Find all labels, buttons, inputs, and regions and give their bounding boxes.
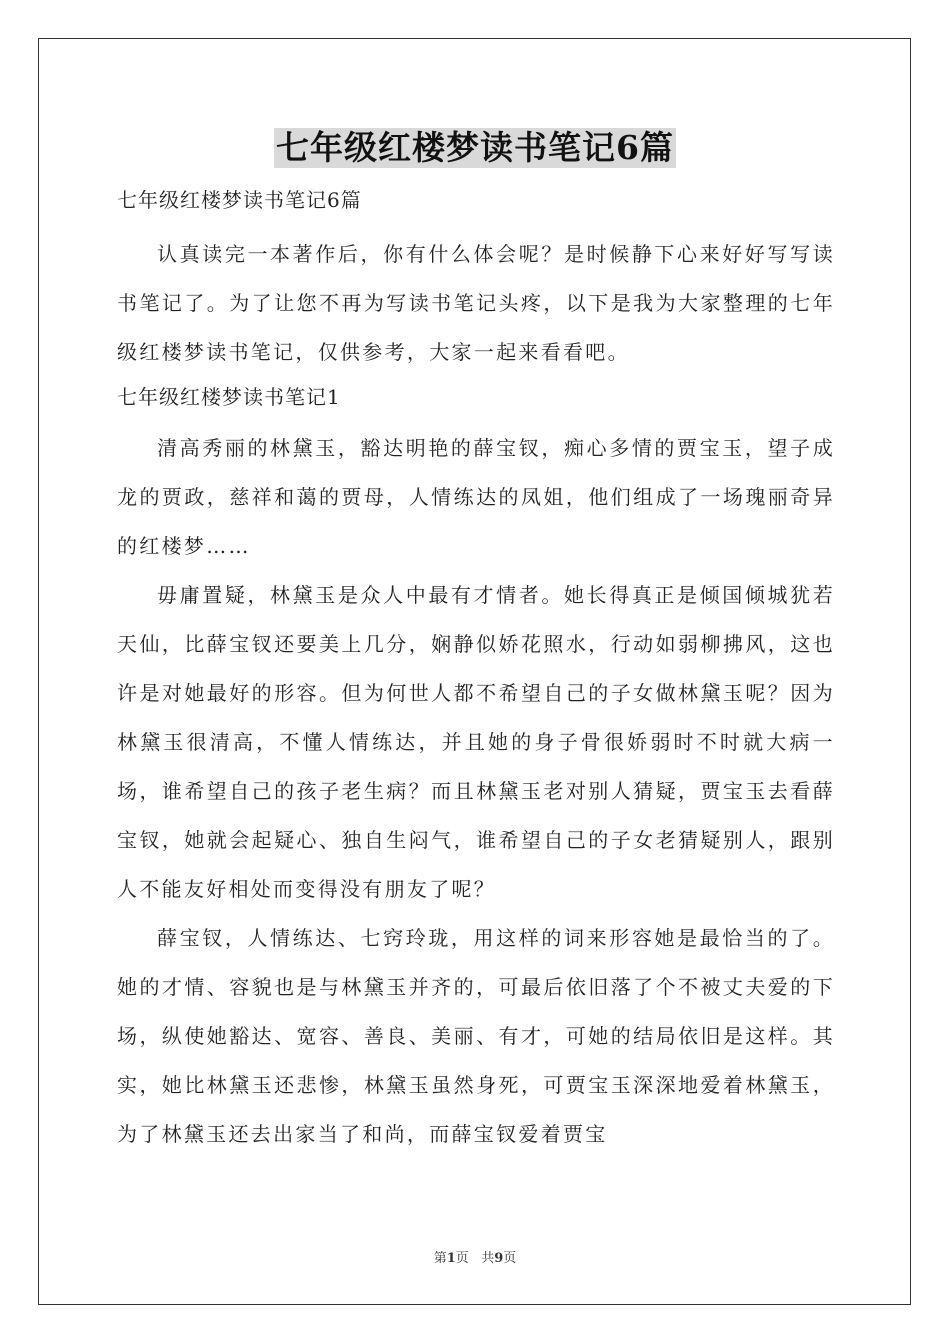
intro-paragraph: 认真读完一本著作后，你有什么体会呢？是时候静下心来好好写写读书笔记了。为了让您不再为写读书笔记头疼，以下是我为大家整理的七年级红楼梦读书笔记，仅供参考，大家一起来看看吧。 — [117, 242, 835, 364]
body-paragraph: 毋庸置疑，林黛玉是众人中最有才情者。她长得真正是倾国倾城犹若天仙，比薛宝钗还要美上几分，娴静似娇花照水，行动如弱柳拂风，这也许是对她最好的形容。但为何世人都不希望自己的子女做林黛玉呢？因为林黛玉很清高，不懂人情练达，并且她的身子骨很娇弱时不时就大病一场，谁希望自己的孩子老生病？而且林黛玉老对别人猜疑，贾宝玉去看薛宝钗，她就会起疑心、独自生闷气，谁希望自己的子女老猜疑别人，跟别人不能友好相处而变得没有朋友了呢？ — [117, 583, 835, 901]
page-footer — [0, 1247, 950, 1266]
page-prefix: 第 — [433, 1251, 447, 1266]
section-heading: 七年级红楼梦读书笔记1 — [117, 385, 341, 409]
page-number: 1 — [446, 1251, 456, 1266]
document-body — [117, 182, 835, 1159]
total-prefix: 共 — [481, 1251, 495, 1266]
document-title: 七年级红楼梦读书笔记6篇 — [276, 128, 674, 167]
title-wrap — [0, 128, 950, 168]
body-paragraph: 清高秀丽的林黛玉，豁达明艳的薛宝钗，痴心多情的贾宝玉，望子成龙的贾政，慈祥和蔼的贾母，人情练达的凤姐，他们组成了一场瑰丽奇异的红楼梦…… — [117, 436, 835, 558]
total-pages: 9 — [494, 1251, 504, 1266]
body-paragraph: 薛宝钗，人情练达、七窍玲珑，用这样的词来形容她是最恰当的了。她的才情、容貌也是与林黛玉并齐的，可最后依旧落了个不被丈夫爱的下场，纵使她豁达、宽容、善良、美丽、有才，可她的结局依旧是这样。其实，她比林黛玉还悲惨，林黛玉虽然身死，可贾宝玉深深地爱着林黛玉，为了林黛玉还去出家当了和尚，而薛宝钗爱着贾宝 — [117, 926, 835, 1146]
page-suffix: 页 — [455, 1251, 469, 1266]
document-subtitle: 七年级红楼梦读书笔记6篇 — [117, 188, 362, 212]
total-suffix: 页 — [503, 1251, 517, 1266]
